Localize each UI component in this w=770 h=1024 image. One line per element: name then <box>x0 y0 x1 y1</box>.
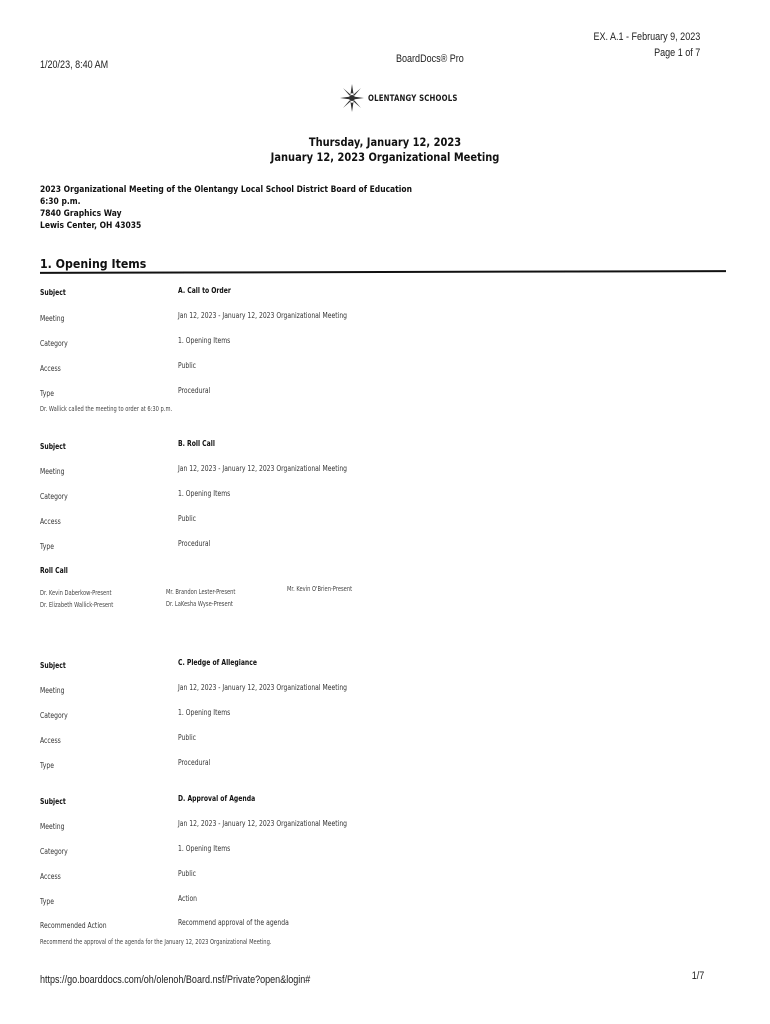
subject-value: D. Approval of Agenda <box>178 794 256 803</box>
meeting-label: Meeting <box>40 822 65 831</box>
category-value: 1. Opening Items <box>178 336 231 345</box>
type-value: Action <box>178 894 198 903</box>
subject-label: Subject <box>40 797 66 806</box>
item-note: Dr. Wallick called the meeting to order at 6:30 p.m. <box>40 405 173 413</box>
subject-label: Subject <box>40 661 66 670</box>
access-label: Access <box>40 872 61 881</box>
type-value: Procedural <box>178 758 211 767</box>
meeting-label: Meeting <box>40 467 65 476</box>
meeting-value: Jan 12, 2023 - January 12, 2023 Organizational Meeting <box>178 311 348 320</box>
star-burst-icon <box>340 84 364 112</box>
district-logo <box>340 84 460 114</box>
access-label: Access <box>40 736 61 745</box>
category-value: 1. Opening Items <box>178 844 231 853</box>
meeting-time: 6:30 p.m. <box>40 197 81 207</box>
section-divider <box>40 270 726 274</box>
roll-call-member: Mr. Kevin O'Brien-Present <box>287 585 353 593</box>
item-note: Recommend the approval of the agenda for the January 12, 2023 Organizational Meeting. <box>40 938 272 946</box>
meeting-value: Jan 12, 2023 - January 12, 2023 Organizational Meeting <box>178 464 348 473</box>
meeting-name: January 12, 2023 Organizational Meeting <box>270 150 500 164</box>
roll-call-label: Roll Call <box>40 566 68 575</box>
meeting-value: Jan 12, 2023 - January 12, 2023 Organizational Meeting <box>178 819 348 828</box>
recommended-action-label: Recommended Action <box>40 921 107 930</box>
type-label: Type <box>40 897 54 906</box>
subject-label: Subject <box>40 442 66 451</box>
app-name: BoardDocs® Pro <box>396 53 464 65</box>
category-label: Category <box>40 339 68 348</box>
meeting-date: Thursday, January 12, 2023 <box>308 135 462 149</box>
access-value: Public <box>178 869 196 878</box>
category-label: Category <box>40 492 68 501</box>
access-value: Public <box>178 733 196 742</box>
meeting-label: Meeting <box>40 686 65 695</box>
subject-label: Subject <box>40 288 66 297</box>
category-value: 1. Opening Items <box>178 489 231 498</box>
meeting-address-street: 7840 Graphics Way <box>40 209 122 219</box>
access-label: Access <box>40 517 61 526</box>
roll-call-member: Dr. Elizabeth Wallick-Present <box>40 601 114 609</box>
logo-text: OLENTANGY SCHOOLS <box>368 94 458 104</box>
meeting-address-city: Lewis Center, OH 43035 <box>40 221 142 231</box>
footer-page-number: 1/7 <box>691 970 704 982</box>
type-label: Type <box>40 542 54 551</box>
category-label: Category <box>40 847 68 856</box>
roll-call-member: Dr. Kevin Daberkow-Present <box>40 589 112 597</box>
meeting-description: 2023 Organizational Meeting of the Olentangy Local School District Board of Education <box>40 185 412 195</box>
type-label: Type <box>40 389 54 398</box>
recommended-action-value: Recommend approval of the agenda <box>178 918 289 927</box>
type-value: Procedural <box>178 539 211 548</box>
roll-call-member: Mr. Brandon Lester-Present <box>166 588 236 596</box>
access-value: Public <box>178 361 196 370</box>
subject-value: C. Pledge of Allegiance <box>178 658 257 667</box>
meeting-value: Jan 12, 2023 - January 12, 2023 Organizational Meeting <box>178 683 348 692</box>
access-value: Public <box>178 514 196 523</box>
page-of-label: Page 1 of 7 <box>653 47 700 59</box>
meeting-label: Meeting <box>40 314 65 323</box>
access-label: Access <box>40 364 61 373</box>
type-value: Procedural <box>178 386 211 395</box>
category-label: Category <box>40 711 68 720</box>
page-url: https://go.boarddocs.com/oh/olenoh/Board.nsf/Private?open&login# <box>40 974 311 986</box>
type-label: Type <box>40 761 54 770</box>
roll-call-member: Dr. LaKesha Wyse-Present <box>166 600 233 608</box>
exhibit-label: EX. A.1 - February 9, 2023 <box>593 31 700 43</box>
subject-value: A. Call to Order <box>178 286 231 295</box>
category-value: 1. Opening Items <box>178 708 231 717</box>
section-title: 1. Opening Items <box>40 256 147 271</box>
subject-value: B. Roll Call <box>178 439 215 448</box>
print-timestamp: 1/20/23, 8:40 AM <box>40 59 109 71</box>
